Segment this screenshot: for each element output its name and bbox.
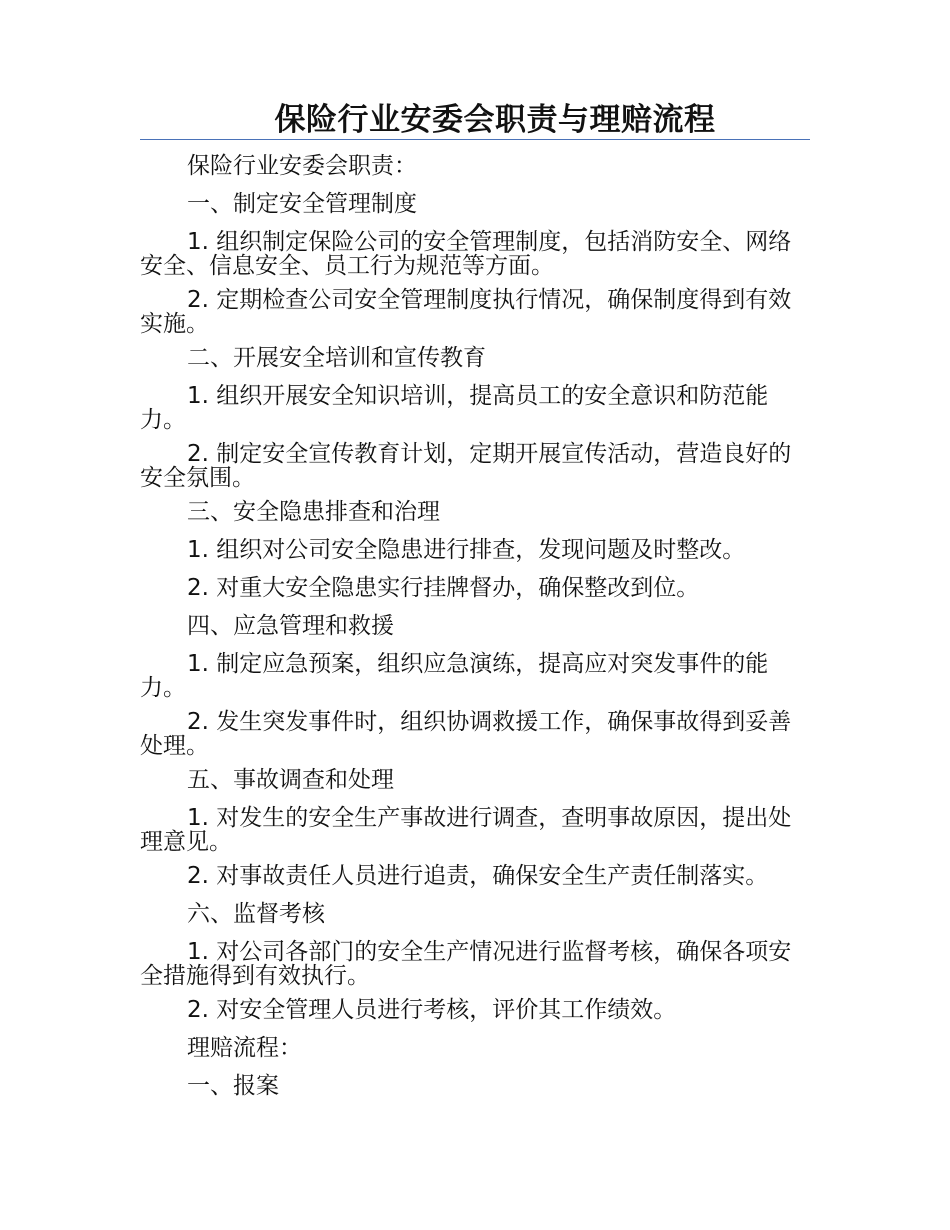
paragraph-item: 1. 对公司各部门的安全生产情况进行监督考核，确保各项安全措施得到有效执行。 — [140, 939, 792, 989]
paragraph-item: 2. 制定安全宣传教育计划，定期开展宣传活动，营造良好的安全氛围。 — [140, 441, 792, 491]
paragraph-item: 1. 组织对公司安全隐患进行排查，发现问题及时整改。 — [187, 537, 746, 563]
paragraph-item: 2. 对事故责任人员进行追责，确保安全生产责任制落实。 — [187, 863, 769, 889]
paragraph-item: 1. 制定应急预案，组织应急演练，提高应对突发事件的能力。 — [140, 651, 769, 701]
paragraph-heading-2: 二、开展安全培训和宣传教育 — [187, 345, 486, 371]
paragraph-item: 1. 组织制定保险公司的安全管理制度，包括消防安全、网络安全、信息安全、员工行为规范等方面。 — [140, 229, 792, 279]
paragraph-section-heading: 保险行业安委会职责： — [187, 153, 417, 179]
document-page — [140, 100, 810, 1112]
paragraph-heading-3: 三、安全隐患排查和治理 — [187, 499, 440, 525]
paragraph-item: 2. 对安全管理人员进行考核，评价其工作绩效。 — [187, 997, 677, 1023]
document-title: 保险行业安委会职责与理赔流程 — [274, 102, 716, 138]
paragraph-section-heading: 理赔流程： — [187, 1035, 302, 1061]
paragraph-item: 2. 定期检查公司安全管理制度执行情况，确保制度得到有效实施。 — [140, 287, 792, 337]
paragraph-item: 2. 对重大安全隐患实行挂牌督办，确保整改到位。 — [187, 575, 700, 601]
paragraph-heading-5: 五、事故调查和处理 — [187, 767, 394, 793]
paragraph-heading-4: 四、应急管理和救援 — [187, 613, 394, 639]
paragraph-item: 1. 对发生的安全生产事故进行调查，查明事故原因，提出处理意见。 — [140, 805, 792, 855]
paragraph-item: 1. 组织开展安全知识培训，提高员工的安全意识和防范能力。 — [140, 383, 769, 433]
paragraph-item: 2. 发生突发事件时，组织协调救援工作，确保事故得到妥善处理。 — [140, 709, 792, 759]
paragraph-heading-1: 一、报案 — [187, 1073, 279, 1099]
paragraph-heading-1: 一、制定安全管理制度 — [187, 191, 417, 217]
paragraph-heading-6: 六、监督考核 — [187, 901, 325, 927]
